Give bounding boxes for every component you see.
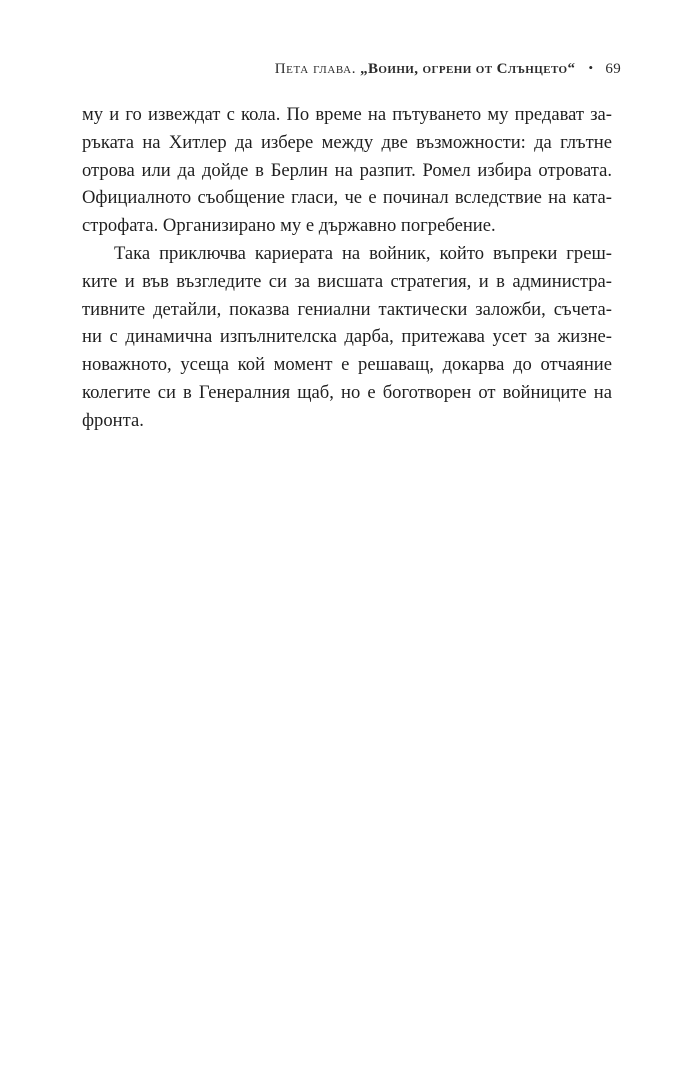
running-head: [275, 61, 621, 78]
text-line: строфата. Организирано му е държавно погребение.: [82, 215, 496, 237]
paragraph: [82, 101, 612, 240]
text-line: ни с динамична изпълнителска дарба, притежава усет за жизне-: [82, 326, 612, 348]
chapter-title: „Воини, огрени от Слънцето“: [360, 61, 576, 77]
text-line: Така приключва кариерата на войник, който въпреки греш-: [114, 242, 612, 264]
text-line: новажното, усеща кой момент е решаващ, докарва до отчаяние: [82, 354, 612, 376]
paragraph: [82, 240, 612, 435]
text-line: Официалното съобщение гласи, че е починал вследствие на ката-: [82, 187, 612, 209]
text-line: му и го извеждат с кола. По време на пътуването му предават за-: [82, 104, 612, 125]
page-number: 69: [605, 61, 621, 77]
text-line: ките и във възгледите си за висшата стратегия, и в администра-: [82, 270, 612, 292]
text-line: ръката на Хитлер да избере между две възможности: да глътне: [82, 131, 612, 153]
body-text: [82, 101, 612, 435]
text-line: отрова или да дойде в Берлин на разпит. Ромел избира отровата.: [82, 159, 612, 181]
separator-bullet: •: [588, 60, 594, 75]
text-line: тивните детайли, показва гениални тактически заложби, съчета-: [82, 298, 612, 320]
chapter-label: Пета глава.: [274, 61, 357, 77]
text-line: фронта.: [82, 409, 144, 431]
text-line: колегите си в Генералния щаб, но е боготворен от войниците на: [82, 381, 612, 403]
